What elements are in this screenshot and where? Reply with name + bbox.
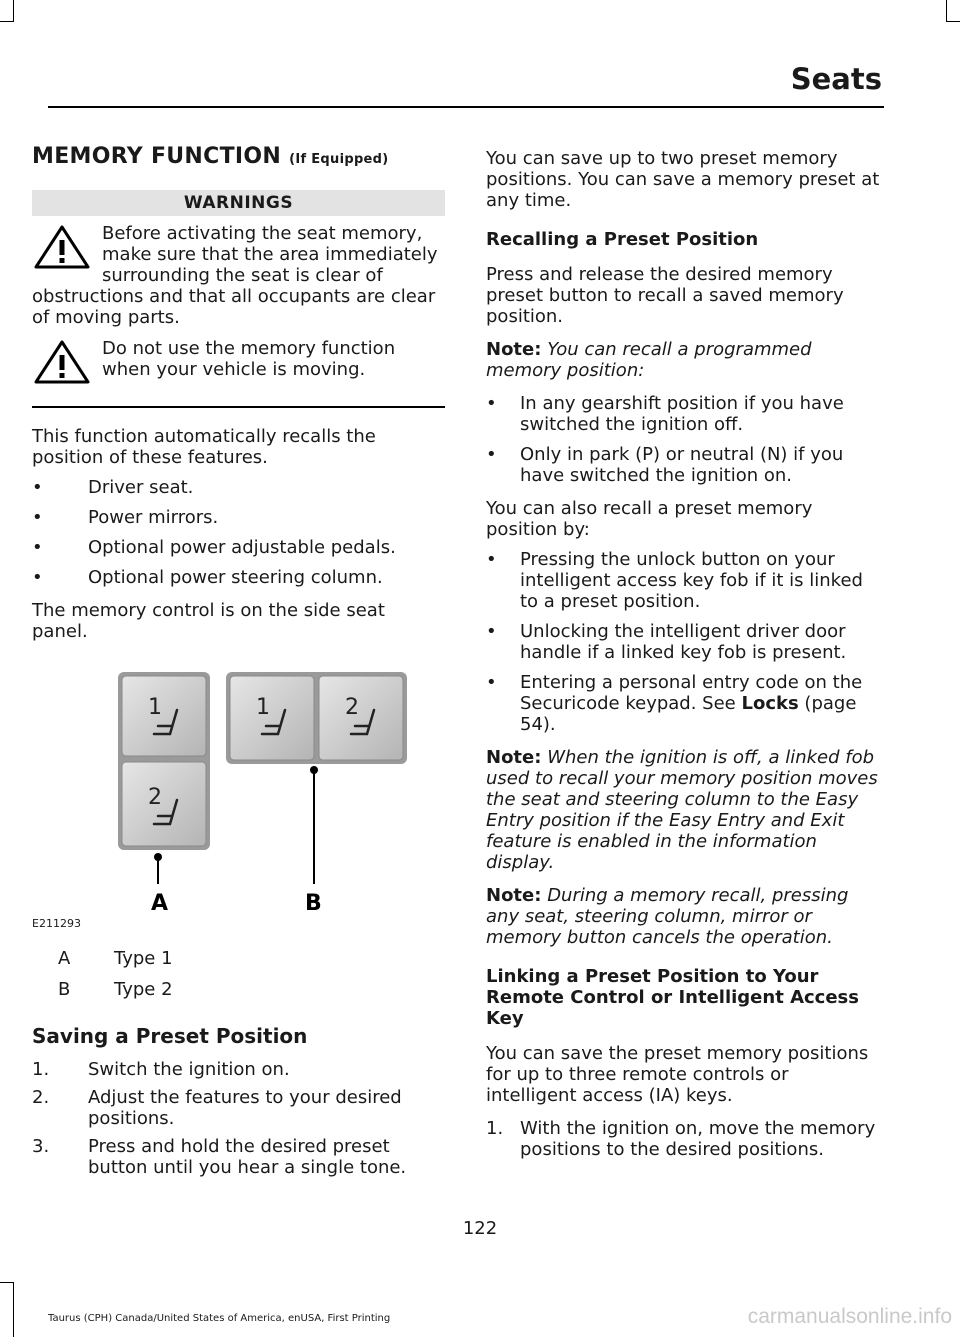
watermark: carmanualsonline.info [747,1305,952,1328]
list-item: 1. Switch the ignition on. [32,1058,290,1080]
memory-buttons-figure [32,662,445,932]
list-item: 2. Adjust the features to your desired positions. [32,1086,402,1129]
button-number: 1 [148,694,162,720]
warning-triangle-icon [32,223,92,271]
list-item: • Only in park (P) or neutral (N) if you have switched the ignition on. [486,444,880,486]
list-item: 3. Press and hold the desired preset button until you hear a single tone. [32,1135,407,1178]
button-number: 2 [345,694,359,720]
button-number: 1 [256,694,270,720]
list-item: • Optional power adjustable pedals. [32,537,445,558]
locks-link[interactable]: Locks [741,693,799,714]
callout-label-a: A [151,890,169,916]
crop-mark [13,0,14,22]
note: Note: When the ignition is off, a linked fob used to recall your memory position moves the seat and steering column to the Easy Entry position if the Easy Entry and Exit feature is enabled in the information display. [486,747,878,873]
list-item: • Optional power steering column. [32,567,445,588]
list-item: • Unlocking the intelligent driver door handle if a linked key fob is present. [486,621,880,663]
legend-key: A [58,947,71,969]
warning-triangle-icon [32,338,92,386]
page-number: 122 [462,1218,498,1239]
list-item: 1. With the ignition on, move the memory positions to the desired positions. [486,1118,876,1160]
warning-1 [32,223,445,328]
callout-label-b: B [305,890,322,916]
list-item: • Pressing the unlock button on your intelligent access key fob if it is linked to a preset position. [486,549,880,612]
intro-paragraph: This function automatically recalls the position of these features. [32,425,376,468]
header-divider [48,106,884,108]
paragraph: You can save up to two preset memory positions. You can save a memory preset at any time. [486,148,880,211]
figure-id: E211293 [32,916,81,930]
linking-heading: Linking a Preset Position to Your Remote Control or Intelligent Access Key [486,966,859,1029]
paragraph: You can also recall a preset memory position by: [486,498,813,540]
crop-mark [13,1282,14,1337]
warnings-banner: WARNINGS [32,190,445,216]
section-title: Seats [790,62,882,96]
memory-buttons-illustration [32,662,445,932]
list-item: • Entering a personal entry code on the Securicode keypad. See Locks (page 54). [486,672,880,735]
crop-mark [0,21,14,22]
control-location-paragraph: The memory control is on the side seat panel. [32,599,385,642]
button-number: 2 [148,784,162,810]
legend-value: Type 2 [114,978,173,1000]
legend-value: Type 1 [114,947,173,969]
saving-heading: Saving a Preset Position [32,1023,308,1048]
list-item: • Driver seat. [32,477,445,498]
legend-row [32,979,445,1000]
legend-row [32,948,445,969]
right-column [486,146,880,1160]
page-heading: MEMORY FUNCTION (If Equipped) [32,144,389,169]
footer-text: Taurus (CPH) Canada/United States of America, enUSA, First Printing [48,1313,391,1324]
left-column [32,146,445,1178]
crop-mark [946,21,960,22]
list-item: • In any gearshift position if you have switched the ignition off. [486,393,880,435]
note: Note: During a memory recall, pressing any seat, steering column, mirror or memory button cancels the operation. [486,885,849,948]
warning-text: Before activating the seat memory, make sure that the area immediately surrounding the seat is clear of obstructions and that all occupants are clear of moving parts. [32,223,438,328]
crop-mark [946,0,947,22]
legend-key: B [58,978,71,1000]
warning-2 [32,338,445,380]
crop-mark [0,1282,14,1283]
list-item: • Power mirrors. [32,507,445,528]
recall-heading: Recalling a Preset Position [486,229,759,250]
paragraph: You can save the preset memory positions for up to three remote controls or intelligent access (IA) keys. [486,1043,869,1106]
paragraph: Press and release the desired memory preset button to recall a saved memory position. [486,264,844,327]
warning-text: Do not use the memory function when your vehicle is moving. [102,338,396,380]
warnings-divider [32,406,445,408]
note: Note: You can recall a programmed memory position: [486,339,812,381]
